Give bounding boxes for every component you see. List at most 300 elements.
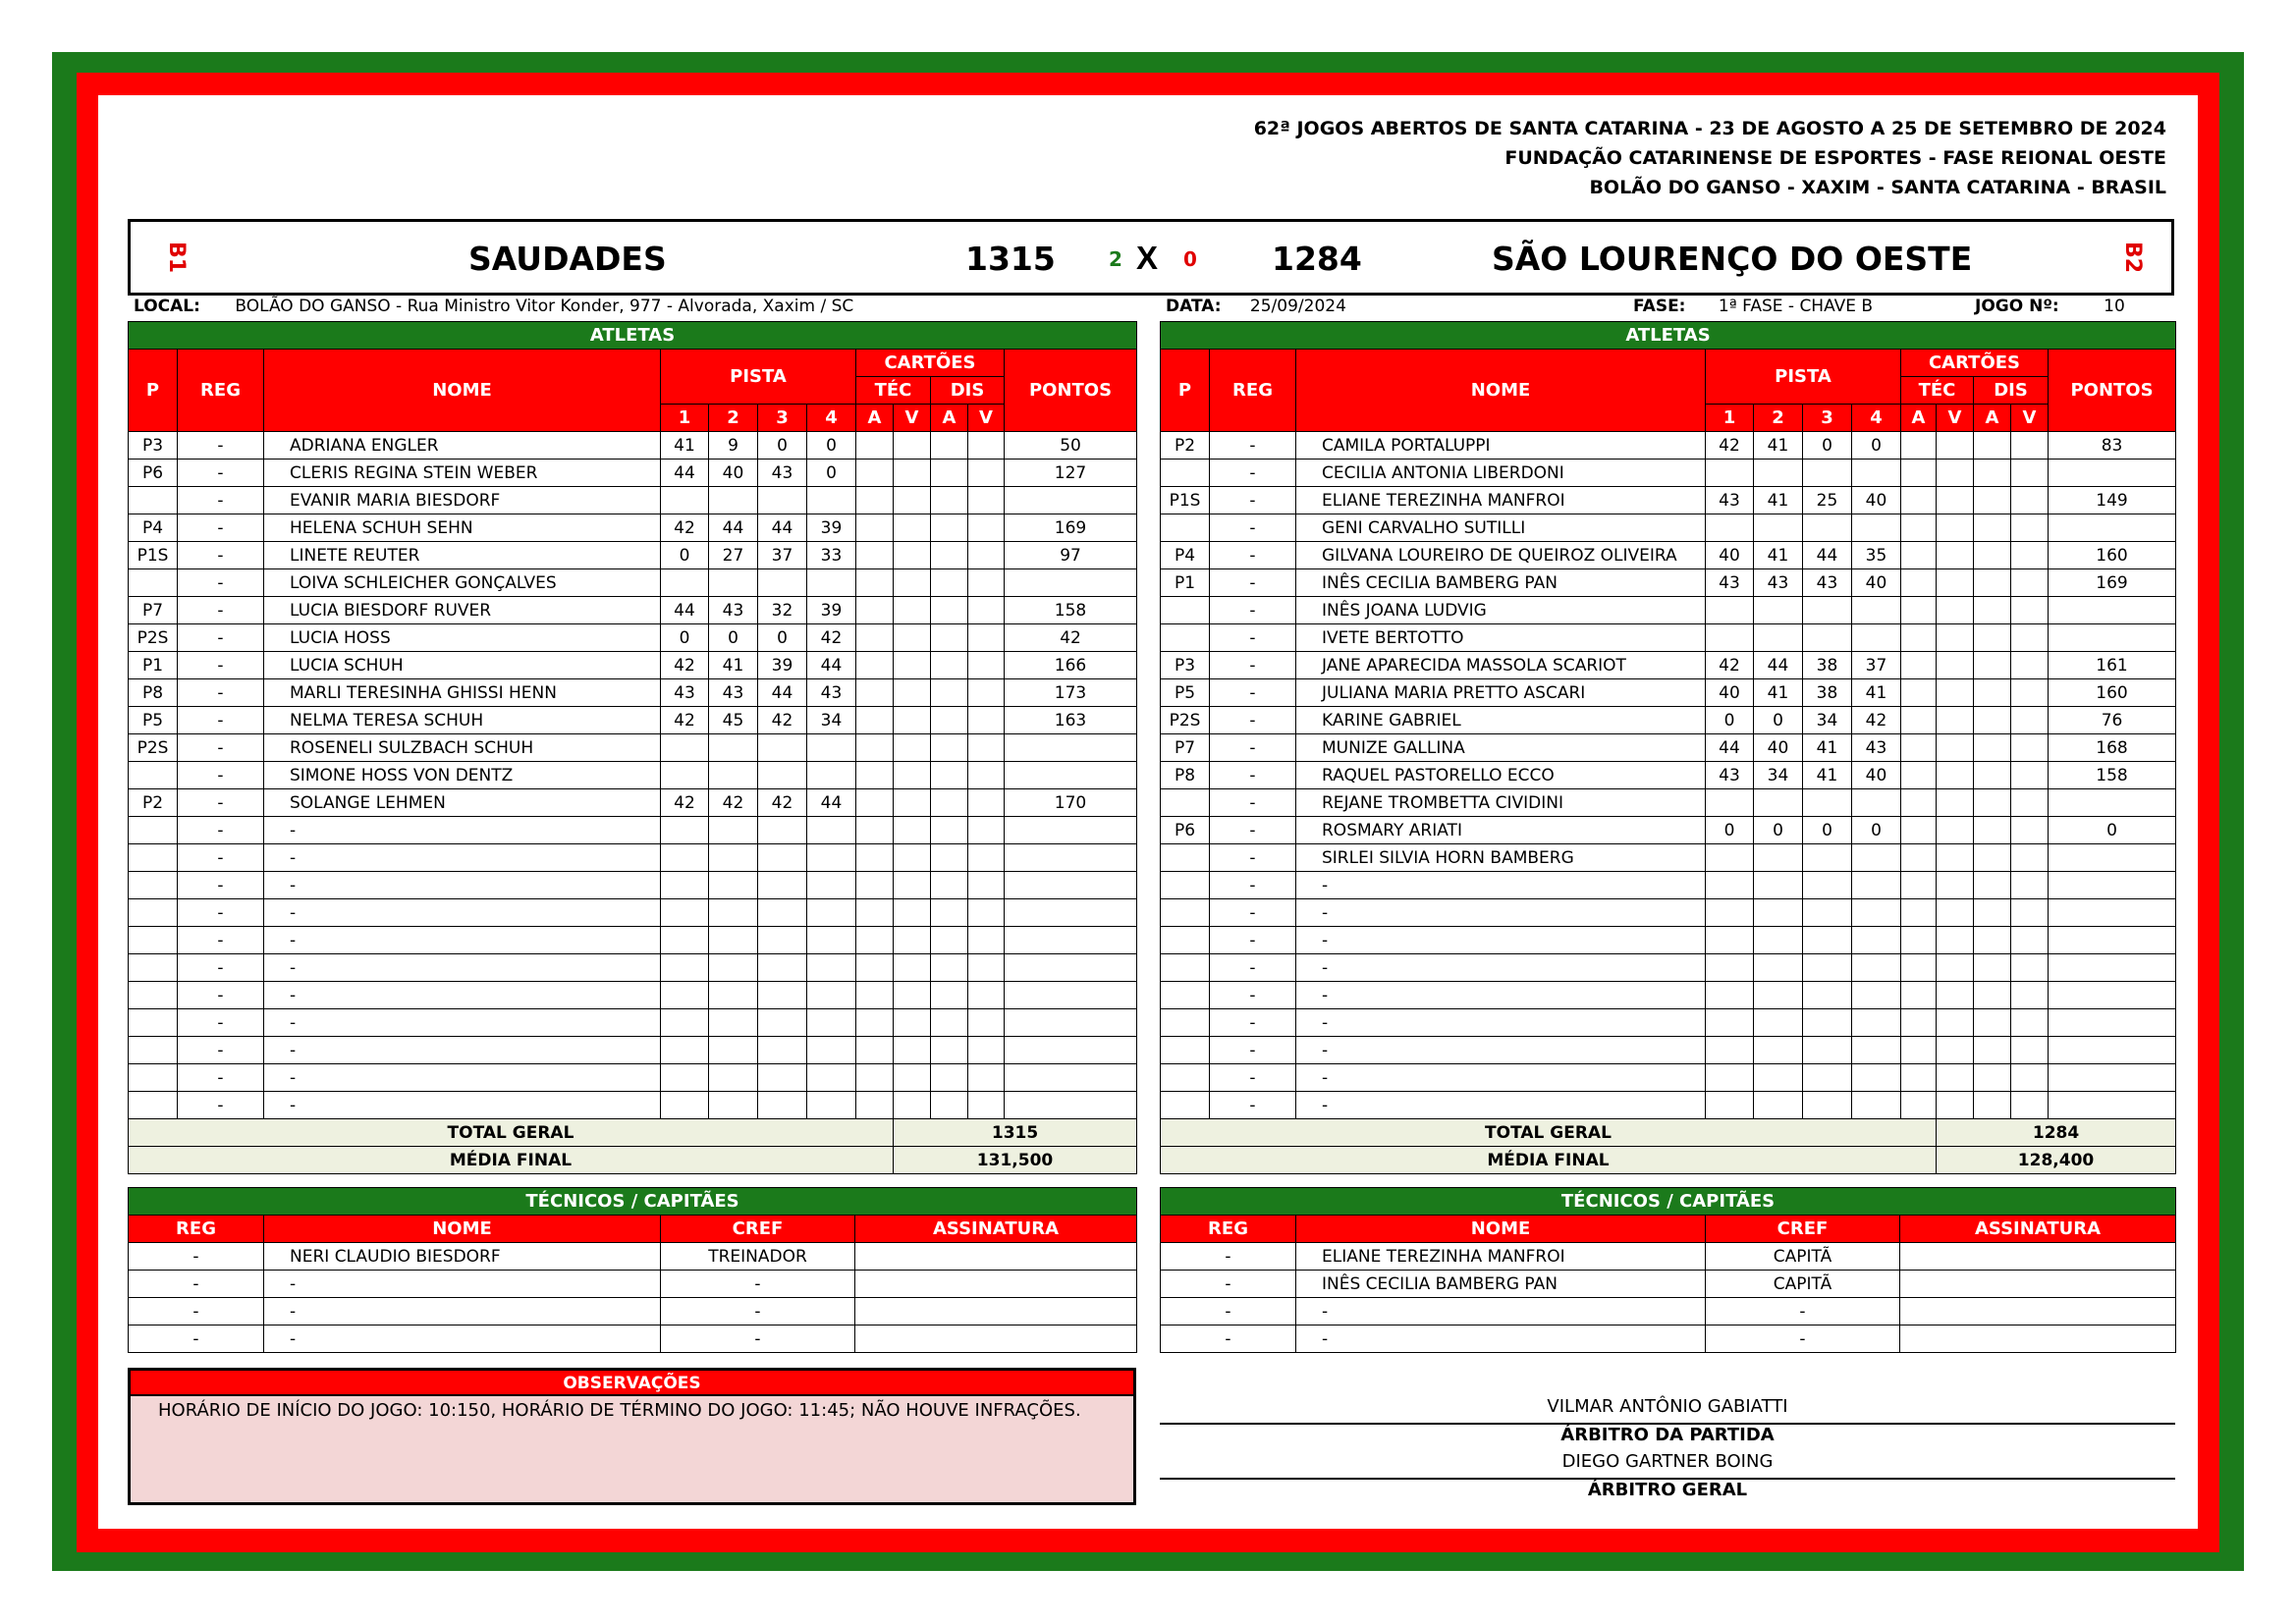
staff-name: - [264, 1325, 661, 1353]
athlete-lane-2 [709, 1092, 758, 1119]
card-dis-v [968, 789, 1005, 817]
card-tec-a [1901, 844, 1937, 872]
card-tec-a [1901, 872, 1937, 899]
card-dis-v [968, 927, 1005, 954]
card-tec-v [894, 460, 931, 487]
card-tec-v [894, 707, 931, 734]
athlete-name: - [264, 1037, 661, 1064]
athlete-lane-2 [709, 734, 758, 762]
card-tec-a [856, 899, 894, 927]
athlete-reg: - [178, 542, 264, 569]
athlete-lane-3: 41 [1803, 762, 1852, 789]
athlete-position: P4 [1161, 542, 1210, 569]
athlete-lane-1: 43 [1706, 569, 1754, 597]
staff-signature [1900, 1325, 2176, 1353]
local-label: LOCAL: [134, 297, 200, 316]
athlete-position [1161, 514, 1210, 542]
athlete-reg: - [178, 569, 264, 597]
athlete-reg: - [1210, 982, 1296, 1009]
athlete-name: CAMILA PORTALUPPI [1296, 432, 1706, 460]
athlete-reg: - [1210, 844, 1296, 872]
card-dis-v [968, 707, 1005, 734]
athlete-points: 161 [2049, 652, 2176, 679]
team-a-total-geral: 1315 [894, 1119, 1137, 1147]
athlete-lane-4 [1852, 1064, 1901, 1092]
athlete-position [1161, 1009, 1210, 1037]
col-lane-1: 1 [1706, 405, 1754, 432]
staff-signature [855, 1271, 1137, 1298]
athlete-points: 127 [1005, 460, 1137, 487]
athlete-lane-4 [807, 1037, 856, 1064]
athlete-row [129, 844, 1137, 872]
card-tec-v [894, 1037, 931, 1064]
athlete-points [1005, 954, 1137, 982]
athlete-name: ADRIANA ENGLER [264, 432, 661, 460]
athlete-position [129, 982, 178, 1009]
card-tec-v [1937, 487, 1974, 514]
athlete-reg: - [1210, 1037, 1296, 1064]
col-reg: REG [178, 350, 264, 432]
athlete-lane-1 [1706, 1009, 1754, 1037]
staff-reg: - [1161, 1298, 1296, 1325]
athlete-points: 173 [1005, 679, 1137, 707]
card-tec-v [894, 597, 931, 624]
athlete-lane-1 [1706, 1064, 1754, 1092]
card-dis-a [1974, 899, 2011, 927]
athlete-lane-4 [807, 844, 856, 872]
athlete-lane-4 [1852, 1037, 1901, 1064]
card-tec-v [1937, 817, 1974, 844]
athlete-name: - [264, 954, 661, 982]
card-dis-v [968, 872, 1005, 899]
athlete-row [1161, 652, 2176, 679]
athlete-lane-4 [1852, 899, 1901, 927]
athlete-reg: - [178, 707, 264, 734]
athlete-reg: - [178, 789, 264, 817]
card-tec-a [1901, 1064, 1937, 1092]
athlete-lane-1 [1706, 1037, 1754, 1064]
card-tec-a [856, 1009, 894, 1037]
athlete-points: 76 [2049, 707, 2176, 734]
card-tec-a [1901, 597, 1937, 624]
athlete-lane-2 [709, 872, 758, 899]
athlete-reg: - [1210, 460, 1296, 487]
card-tec-v [1937, 872, 1974, 899]
athlete-lane-4 [807, 899, 856, 927]
athlete-lane-2: 43 [709, 597, 758, 624]
card-tec-v [1937, 1009, 1974, 1037]
athlete-lane-2 [1754, 597, 1803, 624]
athlete-lane-1: 42 [661, 707, 709, 734]
card-dis-v [968, 624, 1005, 652]
athlete-row [1161, 1092, 2176, 1119]
athlete-points [2049, 1037, 2176, 1064]
staff-name: - [1296, 1325, 1706, 1353]
card-dis-a [931, 487, 968, 514]
athlete-reg: - [178, 1064, 264, 1092]
athlete-lane-4 [807, 872, 856, 899]
athlete-points [1005, 872, 1137, 899]
athlete-name: INÊS JOANA LUDVIG [1296, 597, 1706, 624]
athlete-lane-3: 41 [1803, 734, 1852, 762]
athlete-row [129, 460, 1137, 487]
athlete-lane-3 [1803, 872, 1852, 899]
staff-signature [855, 1325, 1137, 1353]
athlete-lane-1: 42 [1706, 432, 1754, 460]
card-dis-v [2011, 707, 2049, 734]
card-dis-v [2011, 597, 2049, 624]
athlete-name: - [264, 927, 661, 954]
athlete-name: - [264, 1009, 661, 1037]
athlete-lane-2 [1754, 1092, 1803, 1119]
athlete-points [2049, 982, 2176, 1009]
card-tec-v [1937, 460, 1974, 487]
athlete-lane-4 [1852, 624, 1901, 652]
card-dis-v [968, 954, 1005, 982]
date-value: 25/09/2024 [1249, 297, 1346, 316]
general-referee-role: ÁRBITRO GERAL [1587, 1480, 1748, 1500]
athlete-row [1161, 982, 2176, 1009]
athlete-lane-2: 41 [1754, 542, 1803, 569]
athlete-lane-4 [807, 762, 856, 789]
col-pista: PISTA [1706, 350, 1901, 405]
general-referee-name: DIEGO GARTNER BOING [1561, 1451, 1774, 1472]
athlete-lane-3 [758, 1009, 807, 1037]
card-dis-v [968, 679, 1005, 707]
card-dis-a [931, 954, 968, 982]
staff-cref: - [661, 1271, 855, 1298]
card-dis-a [931, 432, 968, 460]
card-tec-a [1901, 460, 1937, 487]
card-dis-a [1974, 762, 2011, 789]
athlete-lane-4: 40 [1852, 762, 1901, 789]
athlete-lane-2 [1754, 954, 1803, 982]
athlete-lane-2 [1754, 872, 1803, 899]
card-tec-a [856, 927, 894, 954]
athlete-reg: - [1210, 899, 1296, 927]
athlete-name: NELMA TERESA SCHUH [264, 707, 661, 734]
athlete-lane-1: 41 [661, 432, 709, 460]
card-tec-a [1901, 624, 1937, 652]
athlete-lane-3 [1803, 1037, 1852, 1064]
team-a-staff-table [128, 1187, 1137, 1353]
card-dis-v [2011, 542, 2049, 569]
athlete-points [2049, 1009, 2176, 1037]
athlete-name: CECILIA ANTONIA LIBERDONI [1296, 460, 1706, 487]
card-dis-a [931, 1064, 968, 1092]
card-tec-a [1901, 652, 1937, 679]
athlete-points: 168 [2049, 734, 2176, 762]
athlete-lane-1 [1706, 927, 1754, 954]
athlete-lane-2 [709, 982, 758, 1009]
athlete-lane-2: 44 [709, 514, 758, 542]
athlete-lane-4: 43 [1852, 734, 1901, 762]
staff-name: ELIANE TEREZINHA MANFROI [1296, 1243, 1706, 1271]
athlete-reg: - [178, 734, 264, 762]
staff-row [1161, 1325, 2176, 1353]
athlete-reg: - [178, 844, 264, 872]
athlete-points [2049, 899, 2176, 927]
athlete-position [1161, 1092, 1210, 1119]
athlete-lane-4 [1852, 789, 1901, 817]
athlete-lane-2 [1754, 1037, 1803, 1064]
athlete-lane-1: 0 [1706, 817, 1754, 844]
card-dis-a [931, 872, 968, 899]
athlete-name: - [1296, 1037, 1706, 1064]
staff-col-cref: CREF [1706, 1216, 1900, 1243]
card-tec-a [1901, 1092, 1937, 1119]
athlete-lane-1 [1706, 789, 1754, 817]
athlete-row [129, 624, 1137, 652]
athlete-row [1161, 487, 2176, 514]
athlete-points: 97 [1005, 542, 1137, 569]
phase-value: 1ª FASE - CHAVE B [1718, 297, 1874, 316]
athlete-lane-2 [709, 569, 758, 597]
staff-signature [1900, 1298, 2176, 1325]
card-dis-v [2011, 734, 2049, 762]
athlete-reg: - [1210, 679, 1296, 707]
col-tec-a: A [1901, 405, 1937, 432]
card-tec-a [856, 1037, 894, 1064]
card-dis-v [2011, 927, 2049, 954]
card-dis-v [2011, 624, 2049, 652]
athlete-points [1005, 927, 1137, 954]
staff-row [129, 1243, 1137, 1271]
athlete-lane-2 [709, 762, 758, 789]
col-pontos: PONTOS [1005, 350, 1137, 432]
card-dis-v [2011, 487, 2049, 514]
athlete-lane-4 [1852, 982, 1901, 1009]
athlete-position [1161, 624, 1210, 652]
athlete-lane-4 [807, 487, 856, 514]
card-tec-a [1901, 762, 1937, 789]
athlete-points [1005, 844, 1137, 872]
athlete-lane-2: 0 [709, 624, 758, 652]
athlete-points [2049, 789, 2176, 817]
referee-role: ÁRBITRO DA PARTIDA [1560, 1425, 1775, 1445]
athlete-reg: - [178, 514, 264, 542]
athlete-lane-4: 0 [1852, 817, 1901, 844]
athlete-reg: - [178, 679, 264, 707]
card-dis-a [1974, 872, 2011, 899]
athlete-lane-3 [1803, 954, 1852, 982]
match-summary [128, 219, 2174, 296]
athlete-reg: - [178, 872, 264, 899]
staff-col-reg: REG [1161, 1216, 1296, 1243]
athlete-lane-3 [758, 899, 807, 927]
athlete-points: 160 [2049, 679, 2176, 707]
athlete-lane-3: 0 [1803, 432, 1852, 460]
athlete-points [1005, 899, 1137, 927]
athlete-lane-2: 41 [1754, 679, 1803, 707]
athlete-position: P7 [1161, 734, 1210, 762]
athlete-lane-3 [758, 927, 807, 954]
card-dis-v [2011, 1037, 2049, 1064]
col-lane-3: 3 [1803, 405, 1852, 432]
card-tec-v [894, 734, 931, 762]
athlete-lane-4 [807, 1009, 856, 1037]
athlete-lane-4: 33 [807, 542, 856, 569]
card-tec-a [856, 460, 894, 487]
athlete-name: GENI CARVALHO SUTILLI [1296, 514, 1706, 542]
athlete-lane-3 [758, 734, 807, 762]
total-geral-label: TOTAL GERAL [129, 1119, 894, 1147]
athlete-lane-4: 44 [807, 652, 856, 679]
card-dis-v [968, 514, 1005, 542]
col-p: P [1161, 350, 1210, 432]
card-dis-v [968, 844, 1005, 872]
staff-title: TÉCNICOS / CAPITÃES [129, 1188, 1137, 1216]
athlete-row [1161, 1037, 2176, 1064]
athlete-lane-1 [661, 817, 709, 844]
athlete-lane-3 [1803, 982, 1852, 1009]
card-tec-a [1901, 1037, 1937, 1064]
card-tec-v [1937, 899, 1974, 927]
athlete-row [129, 762, 1137, 789]
athlete-name: HELENA SCHUH SEHN [264, 514, 661, 542]
card-dis-a [931, 844, 968, 872]
athlete-reg: - [178, 487, 264, 514]
staff-col-nome: NOME [1296, 1216, 1706, 1243]
event-title: 62ª JOGOS ABERTOS DE SANTA CATARINA - 23 DE AGOSTO A 25 DE SETEMBRO DE 2024 [1253, 118, 2166, 139]
card-dis-v [2011, 762, 2049, 789]
card-dis-v [968, 460, 1005, 487]
local-info [134, 297, 853, 316]
athlete-lane-3 [758, 762, 807, 789]
athlete-reg: - [1210, 872, 1296, 899]
athlete-position: P2S [129, 734, 178, 762]
athlete-reg: - [1210, 817, 1296, 844]
card-dis-v [2011, 432, 2049, 460]
athlete-name: MARLI TERESINHA GHISSI HENN [264, 679, 661, 707]
athlete-lane-2: 41 [709, 652, 758, 679]
athlete-row [1161, 460, 2176, 487]
col-lane-4: 4 [807, 405, 856, 432]
athlete-name: - [264, 872, 661, 899]
athlete-lane-2 [1754, 1009, 1803, 1037]
team-b-athletes-table [1160, 321, 2176, 1174]
card-dis-v [2011, 872, 2049, 899]
athlete-points: 0 [2049, 817, 2176, 844]
card-dis-a [1974, 487, 2011, 514]
athlete-points [1005, 1092, 1137, 1119]
card-tec-v [1937, 679, 1974, 707]
athlete-lane-1 [1706, 982, 1754, 1009]
athlete-position [129, 844, 178, 872]
athlete-lane-4: 35 [1852, 542, 1901, 569]
athlete-row [1161, 1009, 2176, 1037]
athlete-lane-2: 45 [709, 707, 758, 734]
athlete-name: IVETE BERTOTTO [1296, 624, 1706, 652]
athlete-lane-1: 43 [1706, 487, 1754, 514]
athlete-row [129, 982, 1137, 1009]
athlete-name: - [1296, 1064, 1706, 1092]
athlete-reg: - [1210, 514, 1296, 542]
col-lane-2: 2 [1754, 405, 1803, 432]
card-tec-a [856, 1064, 894, 1092]
athlete-points [1005, 982, 1137, 1009]
card-dis-v [968, 1064, 1005, 1092]
athlete-row [1161, 899, 2176, 927]
col-pontos: PONTOS [2049, 350, 2176, 432]
athlete-lane-1 [661, 734, 709, 762]
athlete-lane-1 [661, 569, 709, 597]
athlete-row [129, 569, 1137, 597]
card-tec-v [894, 789, 931, 817]
athlete-lane-1: 42 [661, 514, 709, 542]
athlete-lane-4 [807, 1092, 856, 1119]
athlete-lane-3 [1803, 514, 1852, 542]
athlete-name: LUCIA HOSS [264, 624, 661, 652]
athlete-lane-3 [758, 954, 807, 982]
card-dis-a [1974, 542, 2011, 569]
athlete-lane-2: 41 [1754, 487, 1803, 514]
athlete-lane-3: 0 [758, 432, 807, 460]
athlete-lane-4: 40 [1852, 487, 1901, 514]
athlete-lane-1: 43 [661, 679, 709, 707]
athlete-reg: - [1210, 734, 1296, 762]
athlete-position [1161, 460, 1210, 487]
athlete-points [2049, 927, 2176, 954]
athlete-name: - [264, 1092, 661, 1119]
card-tec-a [856, 624, 894, 652]
athlete-lane-2 [709, 817, 758, 844]
athlete-lane-1 [1706, 460, 1754, 487]
athlete-lane-1 [661, 1064, 709, 1092]
card-tec-v [894, 762, 931, 789]
athlete-row [129, 1037, 1137, 1064]
athlete-name: SIRLEI SILVIA HORN BAMBERG [1296, 844, 1706, 872]
athlete-reg: - [178, 460, 264, 487]
staff-row [129, 1298, 1137, 1325]
total-geral-label: TOTAL GERAL [1161, 1119, 1937, 1147]
card-dis-a [1974, 569, 2011, 597]
event-venue: BOLÃO DO GANSO - XAXIM - SANTA CATARINA - BRASIL [1589, 177, 2166, 198]
athlete-points [2049, 1064, 2176, 1092]
athlete-position: P7 [129, 597, 178, 624]
col-tec: TÉC [1901, 377, 1974, 405]
athlete-points: 149 [2049, 487, 2176, 514]
athlete-row [1161, 624, 2176, 652]
athlete-position: P5 [129, 707, 178, 734]
card-dis-a [1974, 432, 2011, 460]
athlete-name: LINETE REUTER [264, 542, 661, 569]
athlete-position [129, 927, 178, 954]
card-dis-a [1974, 734, 2011, 762]
card-dis-v [2011, 460, 2049, 487]
card-tec-a [1901, 542, 1937, 569]
card-dis-a [931, 707, 968, 734]
staff-reg: - [1161, 1325, 1296, 1353]
athlete-lane-1: 42 [661, 652, 709, 679]
athlete-lane-4 [807, 1064, 856, 1092]
athlete-position: P3 [129, 432, 178, 460]
card-dis-v [968, 1037, 1005, 1064]
col-cartoes: CARTÕES [1901, 350, 2049, 377]
athlete-points [2049, 624, 2176, 652]
card-tec-v [894, 652, 931, 679]
staff-name: - [264, 1271, 661, 1298]
card-dis-a [1974, 817, 2011, 844]
athlete-lane-4: 39 [807, 597, 856, 624]
athlete-lane-2 [709, 954, 758, 982]
card-tec-a [1901, 899, 1937, 927]
staff-signature [1900, 1243, 2176, 1271]
staff-row [129, 1325, 1137, 1353]
athlete-reg: - [178, 927, 264, 954]
athlete-lane-3: 38 [1803, 679, 1852, 707]
staff-name: - [264, 1298, 661, 1325]
